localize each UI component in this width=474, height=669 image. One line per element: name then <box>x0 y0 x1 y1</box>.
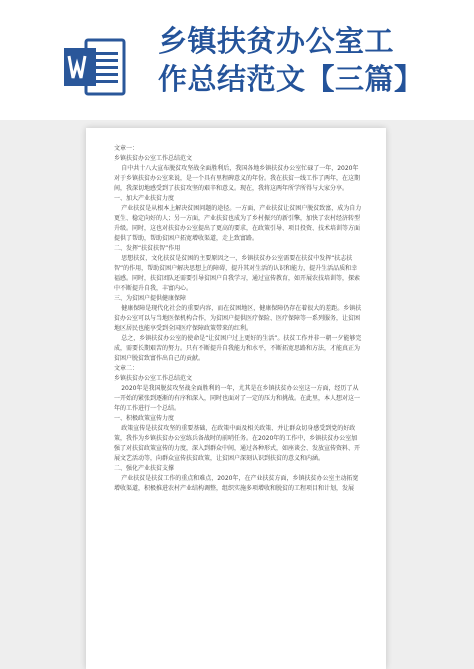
section-heading: 一、积极政策宣传力度 <box>114 415 175 422</box>
section-heading: 三、为贫困户提供健康保障 <box>114 295 187 302</box>
section-heading: 二、强化产业扶贫支撑 <box>114 465 175 472</box>
paragraph: 乡镇扶贫办公室工作总结范文 <box>114 155 193 162</box>
word-document-icon <box>64 36 126 98</box>
paragraph: 健康保障是现代化社会的重要内容，而在贫困地区，健康保障仍存在着很大的差距。乡镇扶贫办公室可以与当地医保机构合作，为贫困户提供医疗保险、医疗保障等一系列服务，让贫困地区居民也能享受到全国医疗保障政策带来的红利。 <box>114 305 362 332</box>
paragraph: 产业扶贫是从根本上解决贫困问题的途径。一方面，产业扶贫让贫困户脱贫致富，成为自力更生、稳定向好的人；另一方面，产业扶贫也成为了乡村振兴的新引擎，加快了农村经济转型升级。同时，这也对扶贫办公室提出了更高的要求，在政策引导、项目投资、技术培训等方面提供了帮助，帮助贫困户拓宽增收渠道，走上致富路。 <box>114 205 362 242</box>
document-header <box>0 0 474 122</box>
paragraph: 文章二： <box>114 365 139 372</box>
title-line-1: 乡镇扶贫办公室工 <box>158 24 395 58</box>
title-line-2: 作总结范文【三篇】 <box>158 62 424 96</box>
document-page <box>86 128 386 669</box>
paragraph: 文章一： <box>114 145 139 152</box>
paragraph: 乡镇扶贫办公室工作总结范文 <box>114 375 193 382</box>
paragraph: 产业扶贫是扶贫工作的重点和难点，2020年，在产业扶贫方面，乡镇扶贫办公室主动拓宽增收渠道，积极推进农村产业结构调整，组织实施多项增收和脱贫的工程项目和计划，发展 <box>114 475 359 492</box>
paragraph: 总之，乡镇扶贫办公室的使命是“让贫困户过上更好的生活”。扶贫工作并非一朝一夕能够完成，需要长期艰苦的努力。只有不断提升自我能力和水平，不断拓宽思路和方法，才能真正为贫困户脱贫致富作出自己的贡献。 <box>114 335 362 362</box>
section-heading: 二、发挥“扶贫扶智”作用 <box>114 245 181 252</box>
document-title <box>158 22 458 98</box>
paragraph: 思想扶贫，文化扶贫是贫困的主要原因之一，乡镇扶贫办公室需要在扶贫中发挥“扶志扶智”的作用，帮助贫困户解决思想上的障碍，提升其对生活的认识和能力，提升生活品质和幸福感。同时，扶贫团队还需要引导贫困户自我学习，通过宣传教育，如开展农技培训等，探索中不断提升自我，丰富内心。 <box>114 255 361 292</box>
document-body <box>114 144 362 494</box>
paragraph: 政策宣传是扶贫攻坚的重要基础，在政策中面及相关政策、并让群众切身感受到党的好政策，我作为乡镇扶贫办公室练兵备战时的前哨任务。在2020年的工作中，乡镇扶贫办公室加强了对扶贫政策宣传的力度，深入到群众中间，通过各种形式，如座谈会、发放宣传资料、开展文艺活动等，向群众宣传扶贫政策，让贫困户深刻认识到扶贫的意义和内涵。 <box>114 425 361 462</box>
paragraph: 自中共十八大宣布脱贫攻坚战全面胜利后，我国各地乡镇扶贫办公室忙碌了一年，2020年对于乡镇扶贫办公室来说，是一个具有里程碑意义的年份。我在扶贫一线工作了两年，在这期间，我深切地感受到了扶贫攻坚的艰辛和意义。现在，我将这两年所学所得与大家分享。 <box>114 165 361 192</box>
section-heading: 一、加大产业扶贫力度 <box>114 195 175 202</box>
paragraph: 2020年是我国脱贫攻坚战全面胜利的一年，尤其是在乡镇扶贫办公室这一方面，经历了从一开始的紧张到逐渐的有序和深入，同时也面对了一定的压力和挑战。在此里，本人想对这一年的工作进行一个总结。 <box>114 385 361 412</box>
